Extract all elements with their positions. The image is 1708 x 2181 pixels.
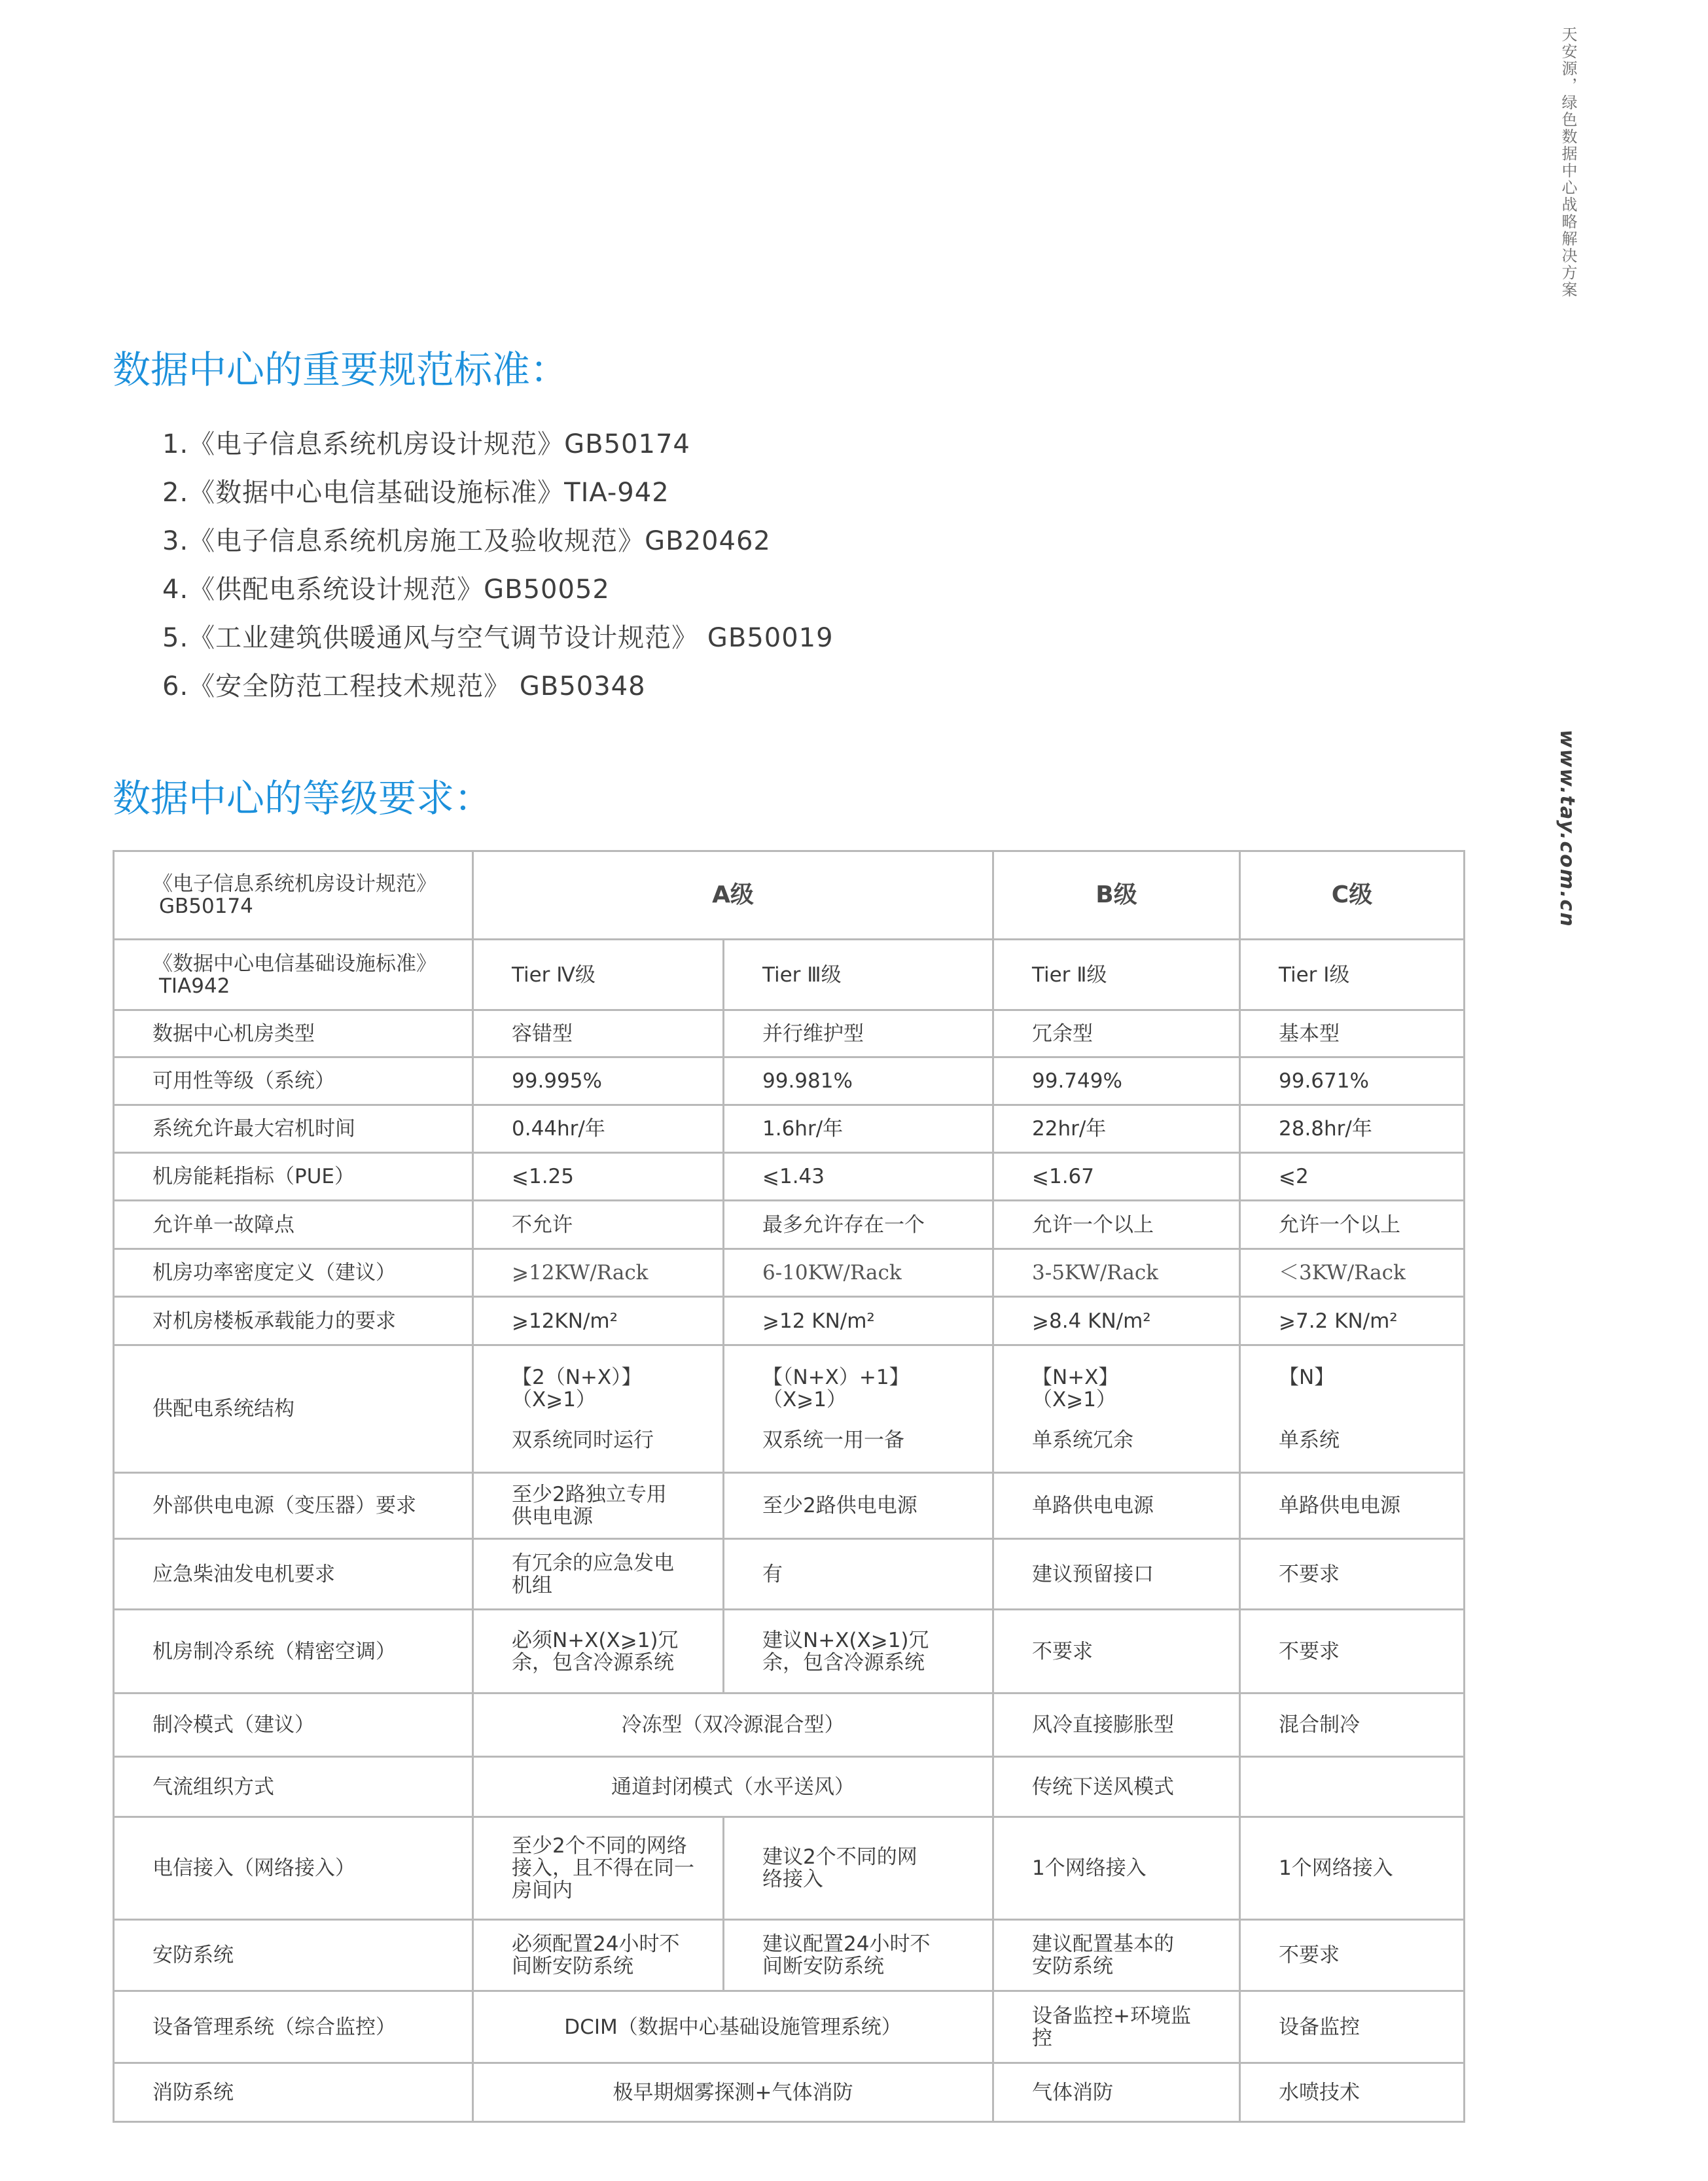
table-cell: ⩾12 KN/m² [724, 1297, 993, 1345]
table-cell: 1.6hr/年 [724, 1105, 993, 1153]
cell-line: 建议配置基本的 [1032, 1932, 1174, 1956]
row-label: 可用性等级（系统） [114, 1057, 473, 1105]
header-standard-cell [114, 851, 473, 940]
table-row [114, 1991, 1465, 2063]
standard-item: 5.《工业建筑供暖通风与空气调节设计规范》 GB50019 [162, 623, 834, 653]
row-label: 设备管理系统（综合监控） [114, 1991, 473, 2063]
table-cell: 基本型 [1240, 1010, 1465, 1057]
cell-line: 必须配置24小时不 [512, 1932, 680, 1956]
cell-line: 建议配置24小时不 [762, 1932, 931, 1956]
table-row [114, 1105, 1465, 1153]
table-row [114, 940, 1465, 1010]
table-cell: 0.44hr/年 [473, 1105, 724, 1153]
table-cell: 设备监控 [1240, 1991, 1465, 2063]
table-row [114, 1757, 1465, 1817]
standards-list [162, 420, 834, 711]
table-row [114, 1693, 1465, 1757]
table-row [114, 1920, 1465, 1991]
table-cell: ⩽1.25 [473, 1153, 724, 1201]
cell-line: 建议2个不同的网 [762, 1845, 917, 1869]
table-row [114, 1010, 1465, 1057]
row-label: 电信接入（网络接入） [114, 1817, 473, 1920]
table-cell: 1个网络接入 [1240, 1817, 1465, 1920]
table-cell: 至少2路供电电源 [724, 1473, 993, 1539]
cell-line: 至少2个不同的网络 [512, 1834, 687, 1858]
supply-mode: 单系统冗余 [1032, 1428, 1133, 1452]
cell-line: 安防系统 [1032, 1955, 1113, 1978]
tia-standard-name: 《数据中心电信基础设施标准》 [152, 951, 436, 976]
table-cell: 气体消防 [993, 2063, 1240, 2122]
table-cell: 极早期烟雾探测+气体消防 [473, 2063, 993, 2122]
supply-mode: 双系统一用一备 [762, 1428, 904, 1452]
table-cell [993, 1991, 1240, 2063]
tier-3-cell: Tier Ⅲ级 [724, 940, 993, 1010]
table-cell [473, 1920, 724, 1991]
supply-structure: 【2（N+X）】 [512, 1366, 642, 1389]
table-cell [993, 1345, 1240, 1473]
standard-item: 4.《供配电系统设计规范》GB50052 [162, 575, 610, 605]
cell-line: 间断安防系统 [512, 1955, 633, 1978]
grade-requirements-table [113, 850, 1465, 2123]
table-cell: 允许一个以上 [993, 1201, 1240, 1249]
row-label: 制冷模式（建议） [114, 1693, 473, 1757]
table-cell: 6-10KW/Rack [724, 1249, 993, 1297]
row-label: 安防系统 [114, 1920, 473, 1991]
table-row [114, 1345, 1465, 1473]
table-cell [993, 1920, 1240, 1991]
table-cell: ⩾12KN/m² [473, 1297, 724, 1345]
row-label: 系统允许最大宕机时间 [114, 1105, 473, 1153]
row-label: 机房能耗指标（PUE） [114, 1153, 473, 1201]
table-cell [473, 1473, 724, 1539]
cell-line: 必须N+X(X⩾1)冗 [512, 1628, 679, 1652]
supply-condition: （X⩾1） [512, 1388, 596, 1411]
cell-line: 至少2路独立专用 [512, 1483, 667, 1506]
standard-item: 6.《安全防范工程技术规范》 GB50348 [162, 671, 646, 701]
table-row [114, 1297, 1465, 1345]
table-cell: 通道封闭模式（水平送风） [473, 1757, 993, 1817]
standards-heading: 数据中心的重要规范标准： [113, 347, 569, 392]
cell-line: 络接入 [762, 1868, 823, 1891]
table-cell: 99.995% [473, 1057, 724, 1105]
table-cell: 冷冻型（双冷源混合型） [473, 1693, 993, 1757]
header-standard-name: 《电子信息系统机房设计规范》 [152, 872, 436, 896]
table-row [114, 1473, 1465, 1539]
table-cell [473, 1345, 724, 1473]
table-cell [724, 1920, 993, 1991]
supply-condition: （X⩾1） [762, 1388, 847, 1411]
cell-line: 建议N+X(X⩾1)冗 [762, 1628, 929, 1652]
table-cell: ⩾7.2 KN/m² [1240, 1297, 1465, 1345]
cell-line: 设备监控+环境监 [1032, 2004, 1191, 2028]
supply-structure: 【N】 [1279, 1366, 1335, 1389]
tia-standard-cell [114, 940, 473, 1010]
table-cell: ⩽1.67 [993, 1153, 1240, 1201]
table-row [114, 1610, 1465, 1693]
table-cell: 不要求 [993, 1610, 1240, 1693]
sidebar-slogan: 天安源，绿色数据中心战略解决方案 [1559, 26, 1577, 298]
table-cell-empty [1240, 1757, 1465, 1817]
table-cell: 风冷直接膨胀型 [993, 1693, 1240, 1757]
row-label: 机房制冷系统（精密空调） [114, 1610, 473, 1693]
sidebar-website-url[interactable]: www.tay.com.cn [1556, 730, 1578, 928]
standard-item: 3.《电子信息系统机房施工及验收规范》GB20462 [162, 526, 771, 556]
cell-line: 余，包含冷源系统 [512, 1650, 674, 1675]
row-label: 消防系统 [114, 2063, 473, 2122]
table-cell: 不要求 [1240, 1610, 1465, 1693]
table-cell: 3-5KW/Rack [993, 1249, 1240, 1297]
table-cell [1240, 1345, 1465, 1473]
standard-item: 1.《电子信息系统机房设计规范》GB50174 [162, 429, 690, 459]
cell-line: 控 [1032, 2026, 1052, 2050]
header-standard-code: GB50174 [159, 895, 253, 918]
supply-structure: 【N+X】 [1032, 1366, 1119, 1389]
cell-line: 供电电源 [512, 1505, 593, 1529]
table-cell: 混合制冷 [1240, 1693, 1465, 1757]
table-cell: ⩽1.43 [724, 1153, 993, 1201]
table-cell: 单路供电电源 [1240, 1473, 1465, 1539]
table-cell: ⩾8.4 KN/m² [993, 1297, 1240, 1345]
table-cell: ＜3KW/Rack [1240, 1249, 1465, 1297]
standard-item: 2.《数据中心电信基础设施标准》TIA-942 [162, 478, 669, 508]
tier-1-cell: Tier Ⅰ级 [1240, 940, 1465, 1010]
row-label: 供配电系统结构 [114, 1345, 473, 1473]
table-row [114, 1153, 1465, 1201]
row-label: 数据中心机房类型 [114, 1010, 473, 1057]
table-cell: 22hr/年 [993, 1105, 1240, 1153]
table-row [114, 1201, 1465, 1249]
table-cell: ⩽2 [1240, 1153, 1465, 1201]
tia-standard-code: TIA942 [159, 974, 230, 998]
table-cell: 允许一个以上 [1240, 1201, 1465, 1249]
cell-line: 余，包含冷源系统 [762, 1650, 925, 1675]
supply-mode: 双系统同时运行 [512, 1428, 654, 1452]
table-row [114, 1249, 1465, 1297]
row-label: 气流组织方式 [114, 1757, 473, 1817]
table-cell [473, 1539, 724, 1610]
table-cell: 水喷技术 [1240, 2063, 1465, 2122]
tier-4-cell: Tier Ⅳ级 [473, 940, 724, 1010]
table-cell: 99.671% [1240, 1057, 1465, 1105]
row-label: 外部供电电源（变压器）要求 [114, 1473, 473, 1539]
table-cell: 1个网络接入 [993, 1817, 1240, 1920]
header-grade-a: A级 [473, 851, 993, 940]
table-cell: 单路供电电源 [993, 1473, 1240, 1539]
cell-line: 机组 [512, 1573, 552, 1597]
table-cell: 并行维护型 [724, 1010, 993, 1057]
table-cell: 容错型 [473, 1010, 724, 1057]
header-grade-b: B级 [993, 851, 1240, 940]
cell-line: 房间内 [512, 1879, 573, 1902]
row-label: 机房功率密度定义（建议） [114, 1249, 473, 1297]
grade-requirements-heading: 数据中心的等级要求： [113, 776, 493, 821]
row-label: 对机房楼板承载能力的要求 [114, 1297, 473, 1345]
table-cell: 不要求 [1240, 1920, 1465, 1991]
table-cell [473, 1817, 724, 1920]
table-cell [724, 1610, 993, 1693]
cell-line: 接入，且不得在同一 [512, 1856, 694, 1880]
table-cell: 99.981% [724, 1057, 993, 1105]
table-cell: 有 [724, 1539, 993, 1610]
table-cell: ⩾12KW/Rack [473, 1249, 724, 1297]
supply-mode: 单系统 [1279, 1428, 1340, 1452]
row-label: 应急柴油发电机要求 [114, 1539, 473, 1610]
cell-line: 间断安防系统 [762, 1955, 884, 1978]
table-cell: 冗余型 [993, 1010, 1240, 1057]
table-cell [473, 1610, 724, 1693]
table-row [114, 1539, 1465, 1610]
supply-condition: （X⩾1） [1032, 1388, 1116, 1411]
table-cell: 28.8hr/年 [1240, 1105, 1465, 1153]
table-cell: 99.749% [993, 1057, 1240, 1105]
table-row [114, 2063, 1465, 2122]
table-cell: 建议预留接口 [993, 1539, 1240, 1610]
row-label: 允许单一故障点 [114, 1201, 473, 1249]
header-grade-c: C级 [1240, 851, 1465, 940]
table-cell [724, 1817, 993, 1920]
table-cell: 最多允许存在一个 [724, 1201, 993, 1249]
table-row [114, 1817, 1465, 1920]
table-cell [724, 1345, 993, 1473]
table-cell: DCIM（数据中心基础设施管理系统） [473, 1991, 993, 2063]
cell-line: 有冗余的应急发电 [512, 1551, 674, 1575]
table-cell: 不允许 [473, 1201, 724, 1249]
supply-structure: 【（N+X）+1】 [762, 1366, 910, 1389]
table-header-row [114, 851, 1465, 940]
tier-2-cell: Tier Ⅱ级 [993, 940, 1240, 1010]
table-row [114, 1057, 1465, 1105]
table-cell: 不要求 [1240, 1539, 1465, 1610]
table-cell: 传统下送风模式 [993, 1757, 1240, 1817]
